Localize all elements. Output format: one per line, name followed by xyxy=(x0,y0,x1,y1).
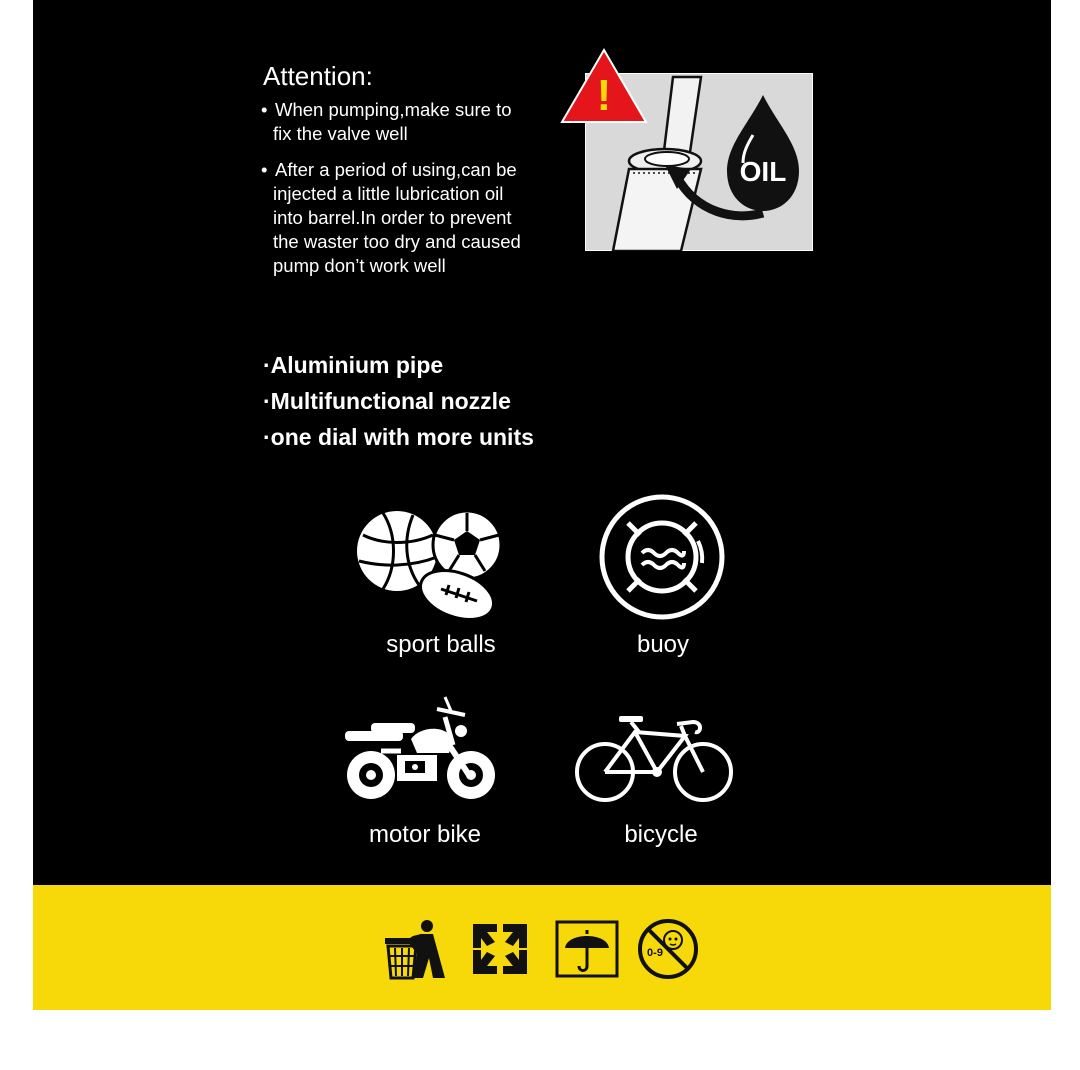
age-label: 0-9 xyxy=(647,947,663,959)
label-motor-bike: motor bike xyxy=(368,821,482,848)
recycling-symbol-icon xyxy=(467,918,533,980)
bullet-dot: • xyxy=(261,99,268,120)
buoy-icon xyxy=(598,493,726,621)
warning-mark: ! xyxy=(596,71,612,120)
keep-dry-icon xyxy=(555,918,621,980)
bullet-1-line-1: When pumping,make sure to xyxy=(275,99,512,120)
recycle-bin-icon xyxy=(383,918,449,980)
bullet-2-line-3: into barrel.In order to prevent xyxy=(273,207,512,228)
feature-aluminium-pipe: ·Aluminium pipe xyxy=(263,352,444,378)
product-info-panel xyxy=(33,0,1051,885)
bullet-1-line-2: fix the valve well xyxy=(273,123,408,144)
feature-dial-units: ·one dial with more units xyxy=(263,424,534,450)
bullet-2-line-4: the waster too dry and caused xyxy=(273,231,521,252)
attention-bullet-1 xyxy=(261,98,581,146)
label-sport-balls: sport balls xyxy=(386,631,496,658)
bullet-2-line-2: injected a little lubrication oil xyxy=(273,183,504,204)
not-for-children-icon xyxy=(635,918,701,980)
feature-multifunctional-nozzle: ·Multifunctional nozzle xyxy=(263,388,511,414)
footer-bar xyxy=(33,885,1051,1010)
bicycle-icon xyxy=(573,712,735,804)
warning-triangle-icon xyxy=(560,48,648,124)
motorbike-icon xyxy=(341,695,501,807)
attention-title: Attention: xyxy=(263,61,373,91)
oil-label: OIL xyxy=(739,156,787,187)
sport-balls-icon xyxy=(353,505,505,620)
attention-bullet-2 xyxy=(261,158,581,278)
bullet-2-line-5: pump don’t work well xyxy=(273,255,446,276)
bullet-2-line-1: After a period of using,can be xyxy=(275,159,517,180)
label-buoy: buoy xyxy=(636,631,690,658)
label-bicycle: bicycle xyxy=(624,821,698,848)
bullet-dot: • xyxy=(261,159,268,180)
